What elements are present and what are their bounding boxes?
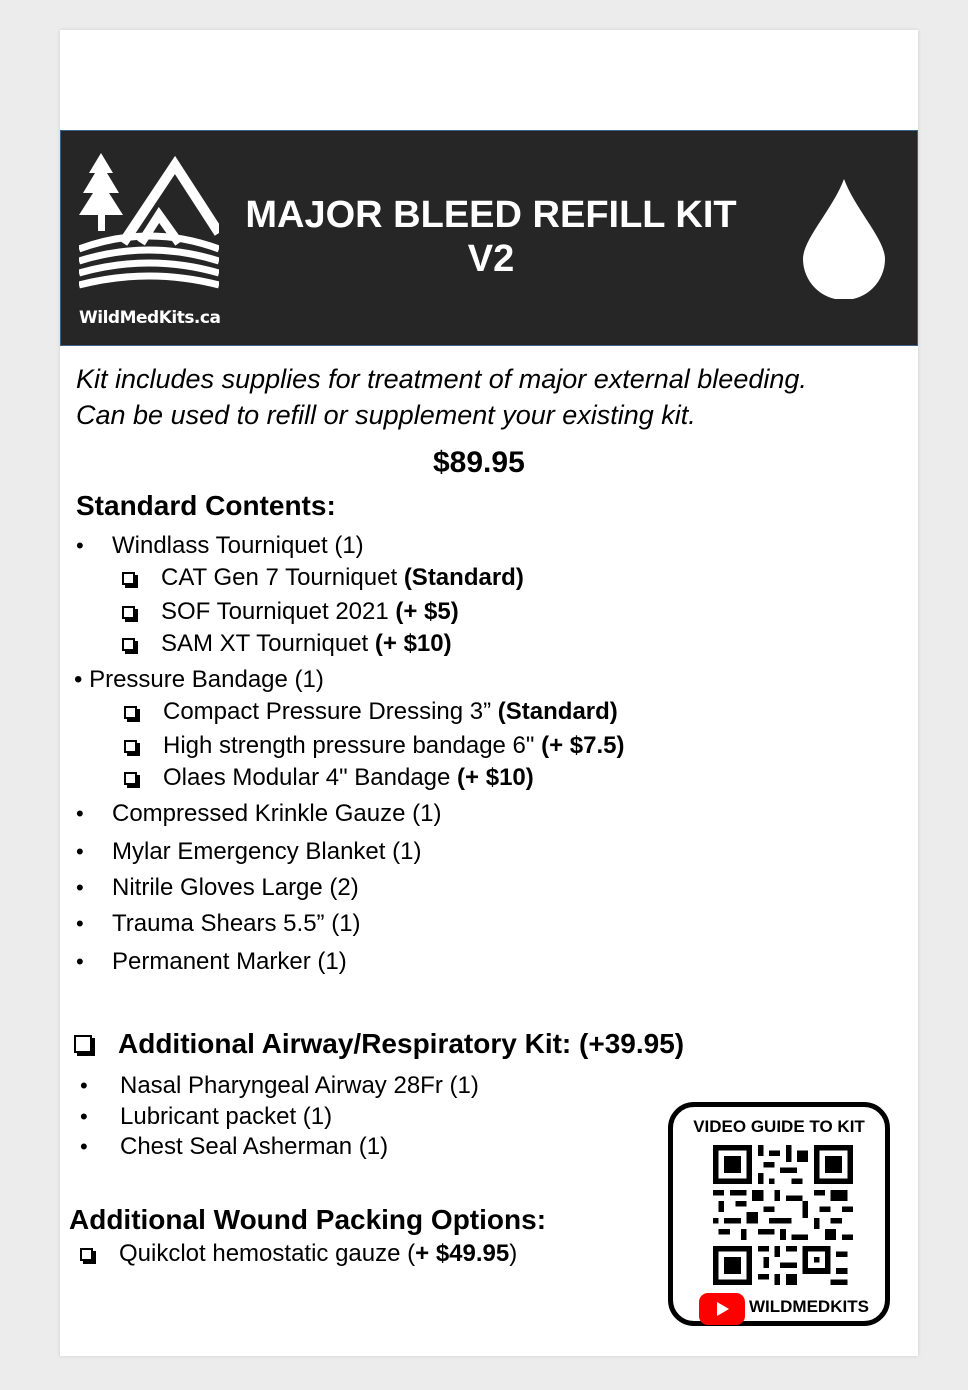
tourniquet-option [122, 564, 524, 592]
airway-kit-title: Additional Airway/Respiratory Kit: (+39.95) [118, 1028, 685, 1059]
youtube-channel-label: WILDMEDKITS [749, 1297, 869, 1316]
tourniquet-option [122, 630, 452, 658]
price: $89.95 [433, 446, 525, 479]
bullet: • [80, 1104, 88, 1129]
option-name: Olaes Modular 4" Bandage [163, 764, 458, 791]
title-line-2: V2 [467, 238, 515, 280]
option-note: (Standard) [403, 564, 524, 591]
list-item-text: Permanent Marker (1) [112, 948, 347, 975]
wound-packing-heading: Additional Wound Packing Options: [69, 1204, 547, 1235]
option-note: (+ $7.5) [541, 732, 625, 759]
list-item [76, 838, 84, 866]
bullet: • [76, 839, 84, 864]
checkbox-icon[interactable] [124, 772, 137, 785]
bullet: • [76, 875, 84, 900]
title-line-1: MAJOR BLEED REFILL KIT [245, 194, 737, 236]
bullet: • [76, 911, 84, 936]
list-item-text: Chest Seal Asherman (1) [120, 1133, 389, 1160]
option-name: Compact Pressure Dressing 3” [163, 698, 498, 725]
airway-kit-heading [74, 1028, 684, 1060]
wildmedkits-logo [79, 153, 219, 328]
checkbox-icon[interactable] [122, 638, 135, 651]
option-note: (Standard) [497, 698, 618, 725]
list-item [76, 948, 84, 976]
tourniquet-label: Windlass Tourniquet (1) [112, 532, 364, 559]
option-name: SOF Tourniquet 2021 [161, 598, 396, 625]
list-item [76, 874, 84, 902]
list-item [76, 910, 84, 938]
bandage-option [124, 698, 618, 726]
blood-drop-icon [803, 179, 885, 299]
intro-line-1: Kit includes supplies for treatment of major external bleeding. [76, 364, 807, 394]
option-note: (+ $10) [374, 630, 452, 657]
checkbox-icon[interactable] [122, 572, 135, 585]
bandage-label: • Pressure Bandage (1) [74, 666, 324, 693]
bandage-option [124, 732, 624, 760]
list-item-text: Nasal Pharyngeal Airway 28Fr (1) [120, 1072, 479, 1099]
option-note: (+ $5) [395, 598, 459, 625]
checkbox-icon[interactable] [124, 706, 137, 719]
list-item [80, 1103, 88, 1131]
tourniquet-option [122, 598, 459, 626]
logo-brand-text: WildMedKits.ca [79, 308, 221, 328]
bullet: • [80, 1134, 88, 1159]
checkbox-icon[interactable] [122, 606, 135, 619]
youtube-icon [699, 1293, 745, 1325]
qr-code-icon[interactable] [713, 1145, 853, 1285]
list-item [80, 1072, 88, 1100]
bandage-option [124, 764, 534, 792]
list-item-text: Nitrile Gloves Large (2) [112, 874, 359, 901]
checkbox-icon[interactable] [74, 1035, 92, 1053]
logo-mark-icon [79, 153, 219, 298]
intro-line-2: Can be used to refill or supplement your existing kit. [76, 400, 696, 430]
list-item-text: Compressed Krinkle Gauze (1) [112, 800, 442, 827]
option-name: High strength pressure bandage 6" [163, 732, 542, 759]
header-banner [60, 130, 918, 346]
list-item-text: Lubricant packet (1) [120, 1103, 333, 1130]
bullet: • [76, 949, 84, 974]
list-item [76, 532, 84, 560]
option-note: (+ $10) [457, 764, 534, 791]
list-item [80, 1133, 88, 1161]
bullet: • [76, 533, 84, 558]
list-item-text: Mylar Emergency Blanket (1) [112, 838, 422, 865]
option-price: + $49.95 [415, 1240, 510, 1267]
bullet: • [80, 1073, 88, 1098]
option-close: ) [509, 1240, 518, 1267]
video-guide-label: VIDEO GUIDE TO KIT [693, 1117, 865, 1136]
option-name: CAT Gen 7 Tourniquet [161, 564, 404, 591]
wound-option [80, 1240, 517, 1268]
list-item-text: Trauma Shears 5.5” (1) [112, 910, 361, 937]
option-name: Quikclot hemostatic gauze ( [119, 1240, 416, 1267]
checkbox-icon[interactable] [80, 1248, 93, 1261]
list-item [76, 800, 84, 828]
bullet: • [76, 801, 84, 826]
page-title [221, 193, 761, 281]
option-name: SAM XT Tourniquet [161, 630, 375, 657]
checkbox-icon[interactable] [124, 740, 137, 753]
standard-contents-heading: Standard Contents: [76, 490, 336, 521]
product-card [60, 30, 918, 1356]
video-guide-card[interactable] [668, 1102, 890, 1326]
